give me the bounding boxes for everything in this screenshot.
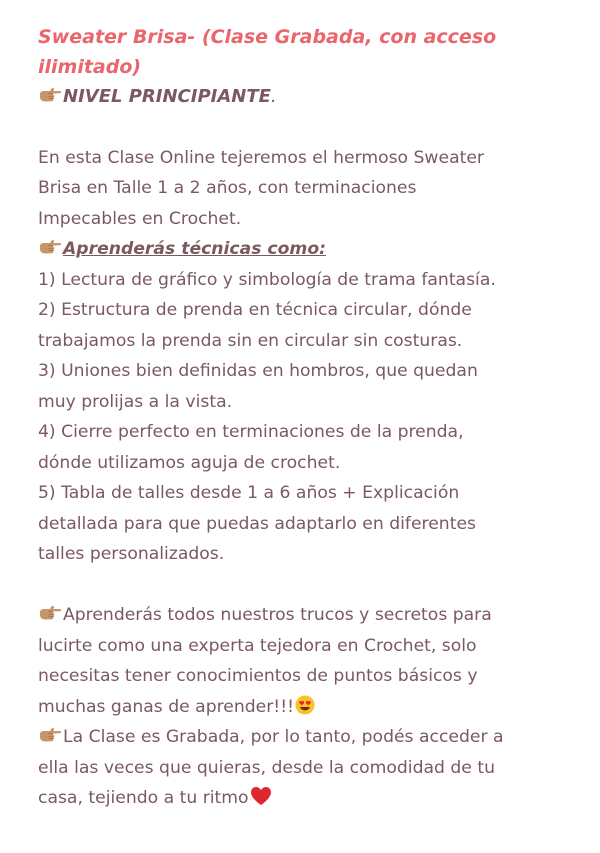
tricks-text: muchas ganas de aprender!!! xyxy=(38,696,294,717)
techniques-heading: Aprenderás técnicas como: xyxy=(63,239,326,259)
intro-line: En esta Clase Online tejeremos el hermoso Sweater xyxy=(38,147,484,168)
technique-line: dónde utilizamos aguja de crochet. xyxy=(38,452,341,473)
heart-eyes-emoji-icon xyxy=(295,695,315,715)
pointing-hand-icon xyxy=(38,238,62,256)
tricks-line: lucirte como una experta tejedora en Crochet, solo xyxy=(38,635,477,656)
intro-line: Brisa en Talle 1 a 2 años, con terminaciones xyxy=(38,178,417,198)
paragraph-spacer xyxy=(38,570,562,601)
technique-line: 2) Estructura de prenda en técnica circular, dónde xyxy=(38,300,472,320)
recorded-line xyxy=(38,722,562,753)
recorded-text: La Clase es Grabada, por lo tanto, podés acceder a xyxy=(63,727,504,747)
recorded-text: casa, tejiendo a tu ritmo xyxy=(38,788,249,808)
recorded-line: ella las veces que quieras, desde la comodidad de tu xyxy=(38,757,495,778)
tricks-line xyxy=(38,600,562,631)
product-title: Sweater Brisa- (Clase Grabada, con acceso ilimitado) xyxy=(38,26,497,78)
tricks-text: Aprenderás todos nuestros trucos y secretos para xyxy=(63,605,492,625)
tricks-line xyxy=(38,692,562,723)
technique-line: detallada para que puedas adaptarlo en diferentes xyxy=(38,513,476,534)
technique-line: muy prolijas a la vista. xyxy=(38,391,233,412)
pointing-hand-icon xyxy=(38,726,62,744)
paragraph-spacer xyxy=(38,112,562,143)
pointing-hand-icon xyxy=(38,604,62,622)
technique-line: talles personalizados. xyxy=(38,544,225,564)
intro-line: Impecables en Crochet. xyxy=(38,208,242,229)
level-label: NIVEL PRINCIPIANTE xyxy=(63,86,271,107)
technique-line: 1) Lectura de gráfico y simbología de trama fantasía. xyxy=(38,269,496,290)
pointing-hand-icon xyxy=(38,86,62,104)
techniques-heading-line xyxy=(38,234,562,265)
red-heart-icon xyxy=(250,786,272,806)
level-suffix: . xyxy=(270,86,277,107)
tricks-line: necesitas tener conocimientos de puntos básicos y xyxy=(38,666,478,686)
technique-line: trabajamos la prenda sin en circular sin costuras. xyxy=(38,330,463,351)
technique-line: 3) Uniones bien definidas en hombros, que quedan xyxy=(38,361,478,381)
recorded-line xyxy=(38,783,562,814)
technique-line: 5) Tabla de talles desde 1 a 6 años + Explicación xyxy=(38,483,460,503)
level-line xyxy=(38,82,562,112)
technique-line: 4) Cierre perfecto en terminaciones de la prenda, xyxy=(38,422,464,442)
